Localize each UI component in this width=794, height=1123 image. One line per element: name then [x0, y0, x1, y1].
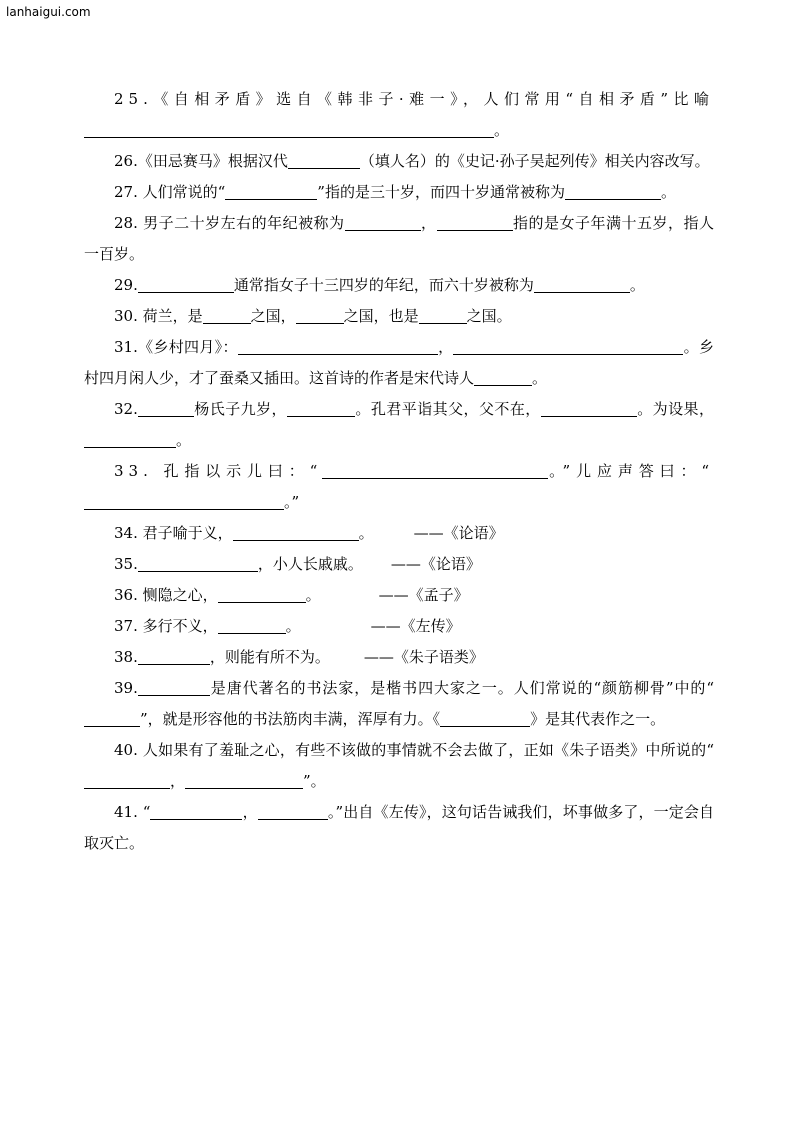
q31-end: 。 — [532, 369, 548, 387]
q30-text: 30. 荷兰，是 — [114, 307, 203, 325]
q33-blank-2[interactable] — [84, 493, 284, 510]
q28-text-3: 指的是女子年满十五岁，指人一百岁。 — [84, 214, 714, 263]
q36-source: ——《孟子》 — [378, 586, 469, 604]
q32-text-3: 。孔君平诣其父，父不在， — [354, 400, 541, 418]
question-27 — [84, 177, 714, 208]
q40-blank-1[interactable] — [84, 772, 170, 789]
worksheet — [84, 84, 714, 859]
q32-blank-4[interactable] — [84, 431, 176, 448]
q25-text: 25.《自相矛盾》选自《韩非子·难一》，人们常用“自相矛盾”比喻 — [114, 90, 714, 108]
q30-blank-2[interactable] — [296, 307, 344, 324]
q26-blank[interactable] — [288, 152, 360, 169]
q29-blank-2[interactable] — [534, 276, 630, 293]
q37-blank[interactable] — [218, 617, 286, 634]
q41-blank-1[interactable] — [150, 803, 242, 820]
q31-text-3: 。乡村四月闲人少，才了蚕桑又插田。这首诗的作者是宋代诗人 — [84, 338, 714, 387]
question-39 — [84, 673, 714, 735]
q36-end: 。 — [305, 586, 321, 604]
q26-text: 26.《田忌赛马》根据汉代 — [114, 152, 288, 170]
q33-blank-1[interactable] — [322, 462, 548, 479]
q27-blank-1[interactable] — [225, 183, 317, 200]
q30-text-3: 之国，也是 — [343, 307, 419, 325]
q35-text-2: ，小人长戚戚。 — [257, 555, 363, 573]
question-40 — [84, 735, 714, 797]
q37-end: 。 — [285, 617, 301, 635]
q31-blank-2-cont[interactable] — [653, 338, 683, 355]
q37-text: 37. 多行不义， — [114, 617, 218, 635]
q32-text-4: 。为设果， — [636, 400, 714, 418]
q32-text-2: 杨氏子九岁， — [193, 400, 287, 418]
q39-blank-1[interactable] — [138, 679, 210, 696]
q34-text: 34. 君子喻于义， — [114, 524, 233, 542]
q27-text-2: ”指的是三十岁，而四十岁通常被称为 — [317, 183, 565, 201]
question-26 — [84, 146, 714, 177]
q39-blank-2[interactable] — [84, 710, 140, 727]
q28-text: 28. 男子二十岁左右的年纪被称为 — [114, 214, 345, 232]
q35-text: 35. — [114, 555, 138, 573]
q41-text-3: 。”出自《左传》，这句话告诫我们，坏事做多了，一定会自取灭亡。 — [84, 803, 715, 852]
q35-blank[interactable] — [138, 555, 258, 572]
q40-text-2: ， — [170, 772, 186, 790]
question-34 — [84, 518, 714, 549]
q30-end: 之国。 — [466, 307, 512, 325]
question-32 — [84, 394, 714, 456]
question-29 — [84, 270, 714, 301]
q34-end: 。 — [358, 524, 374, 542]
q27-end: 。 — [660, 183, 676, 201]
q29-blank-1[interactable] — [138, 276, 234, 293]
q34-source: ——《论语》 — [413, 524, 504, 542]
q30-text-2: 之国， — [250, 307, 296, 325]
q32-blank-2[interactable] — [287, 400, 355, 417]
q39-text-3: ”，就是形容他的书法筋肉丰满，浑厚有力。《 — [140, 710, 441, 728]
q29-text-2: 通常指女子十三四岁的年纪，而六十岁被称为 — [233, 276, 534, 294]
q28-blank-2[interactable] — [437, 214, 513, 231]
q36-text: 36. 恻隐之心， — [114, 586, 218, 604]
q34-blank[interactable] — [233, 524, 359, 541]
q28-blank-1[interactable] — [345, 214, 421, 231]
question-37 — [84, 611, 714, 642]
q31-blank-2[interactable] — [453, 338, 653, 355]
q37-source: ——《左传》 — [370, 617, 461, 635]
q40-text: 40. 人如果有了羞耻之心，有些不该做的事情就不会去做了，正如《朱子语类》中所说的“ — [114, 741, 714, 759]
q33-end: 。” — [284, 493, 300, 511]
q26-text-2: （填人名）的《史记·孙子吴起列传》相关内容改写。 — [359, 152, 710, 170]
question-28 — [84, 208, 714, 270]
q40-blank-2[interactable] — [185, 772, 303, 789]
question-36 — [84, 580, 714, 611]
question-25 — [84, 84, 714, 146]
q38-text: 38. — [114, 648, 138, 666]
q39-text: 39. — [114, 679, 138, 697]
q29-end: 。 — [629, 276, 645, 294]
q40-end: ”。 — [303, 772, 326, 790]
question-38 — [84, 642, 714, 673]
q35-source: ——《论语》 — [390, 555, 481, 573]
q27-blank-2[interactable] — [565, 183, 661, 200]
q31-text-2: ， — [437, 338, 454, 356]
q38-text-2: ，则能有所不为。 — [209, 648, 330, 666]
question-33 — [84, 456, 714, 518]
q32-blank-1[interactable] — [138, 400, 194, 417]
q38-blank[interactable] — [138, 648, 210, 665]
question-35 — [84, 549, 714, 580]
q33-text-2: 。”儿应声答曰：“ — [548, 462, 715, 480]
q41-blank-2[interactable] — [258, 803, 328, 820]
site-watermark: lanhaigui.com — [6, 5, 91, 19]
q30-blank-1[interactable] — [203, 307, 251, 324]
q41-text-2: ， — [242, 803, 258, 821]
q39-text-2: 是唐代著名的书法家，是楷书四大家之一。人们常说的“颜筋柳骨”中的“ — [209, 679, 714, 697]
q31-text: 31.《乡村四月》： — [114, 338, 238, 356]
q32-end: 。 — [176, 431, 192, 449]
q25-blank[interactable] — [84, 121, 494, 138]
q30-blank-3[interactable] — [419, 307, 467, 324]
q41-text: 41. “ — [114, 803, 151, 821]
q31-blank-3[interactable] — [474, 369, 532, 386]
question-41 — [84, 797, 714, 859]
question-30 — [84, 301, 714, 332]
q27-text: 27. 人们常说的“ — [114, 183, 226, 201]
q36-blank[interactable] — [218, 586, 306, 603]
q39-blank-3[interactable] — [440, 710, 530, 727]
question-31 — [84, 332, 714, 394]
q25-end: 。 — [494, 121, 515, 139]
q32-text: 32. — [114, 400, 138, 418]
q39-text-4: 》是其代表作之一。 — [530, 710, 666, 728]
q33-text: 33. 孔指以示儿曰：“ — [114, 462, 323, 480]
q29-text: 29. — [114, 276, 138, 294]
q32-blank-3[interactable] — [541, 400, 637, 417]
q38-source: ——《朱子语类》 — [363, 648, 484, 666]
q31-blank-1[interactable] — [238, 338, 438, 355]
q28-text-2: ， — [420, 214, 437, 232]
